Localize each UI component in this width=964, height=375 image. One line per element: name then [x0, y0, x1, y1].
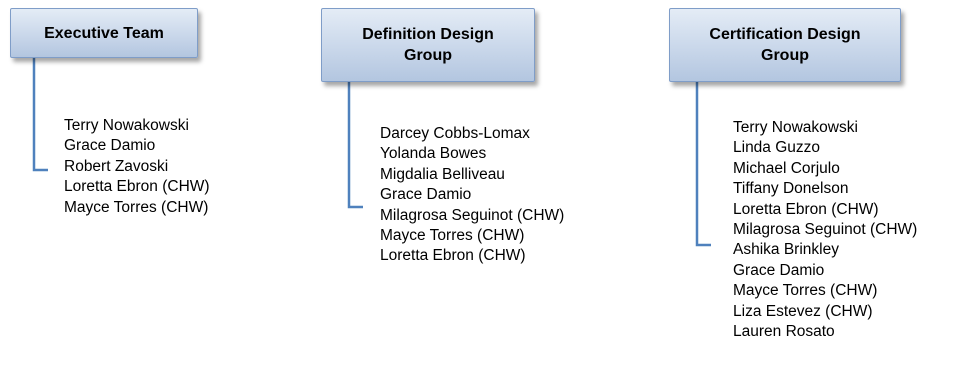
list-item: Grace Damio — [64, 137, 156, 155]
executive-team-title: Executive Team — [44, 24, 164, 42]
definition-design-group-box — [321, 8, 535, 82]
executive-team-connector — [34, 58, 48, 170]
list-item: Lauren Rosato — [733, 323, 835, 341]
list-item: Tiffany Donelson — [733, 180, 849, 198]
list-item: Linda Guzzo — [733, 139, 821, 157]
definition-design-group-members — [380, 124, 564, 267]
executive-team-members — [64, 116, 210, 218]
list-item: Yolanda Bowes — [380, 145, 487, 163]
definition-design-group-title: Definition Design Group — [362, 26, 494, 64]
list-item: Loretta Ebron (CHW) — [64, 178, 210, 196]
list-item: Milagrosa Seguinot (CHW) — [733, 221, 918, 239]
list-item: Grace Damio — [733, 261, 825, 279]
list-item: Loretta Ebron (CHW) — [380, 247, 526, 265]
list-item: Darcey Cobbs-Lomax — [380, 125, 530, 142]
list-item: Michael Corjulo — [733, 159, 840, 177]
list-item: Loretta Ebron (CHW) — [733, 200, 879, 218]
list-item: Robert Zavoski — [64, 157, 169, 175]
list-item: Grace Damio — [380, 186, 472, 204]
list-item: Mayce Torres (CHW) — [380, 227, 525, 245]
list-item: Milagrosa Seguinot (CHW) — [380, 206, 565, 224]
certification-design-group-connector — [697, 82, 711, 245]
executive-team-box — [10, 8, 198, 58]
list-item: Mayce Torres (CHW) — [64, 198, 209, 216]
list-item: Liza Estevez (CHW) — [733, 302, 873, 320]
definition-design-group-connector — [349, 82, 363, 207]
certification-design-group-members — [733, 118, 917, 342]
list-item: Terry Nowakowski — [64, 117, 189, 134]
list-item: Terry Nowakowski — [733, 119, 858, 136]
list-item: Migdalia Belliveau — [380, 165, 505, 183]
list-item: Ashika Brinkley — [733, 241, 839, 259]
certification-design-group-title: Certification Design Group — [709, 26, 861, 64]
certification-design-group-box — [669, 8, 901, 82]
list-item: Mayce Torres (CHW) — [733, 282, 878, 300]
